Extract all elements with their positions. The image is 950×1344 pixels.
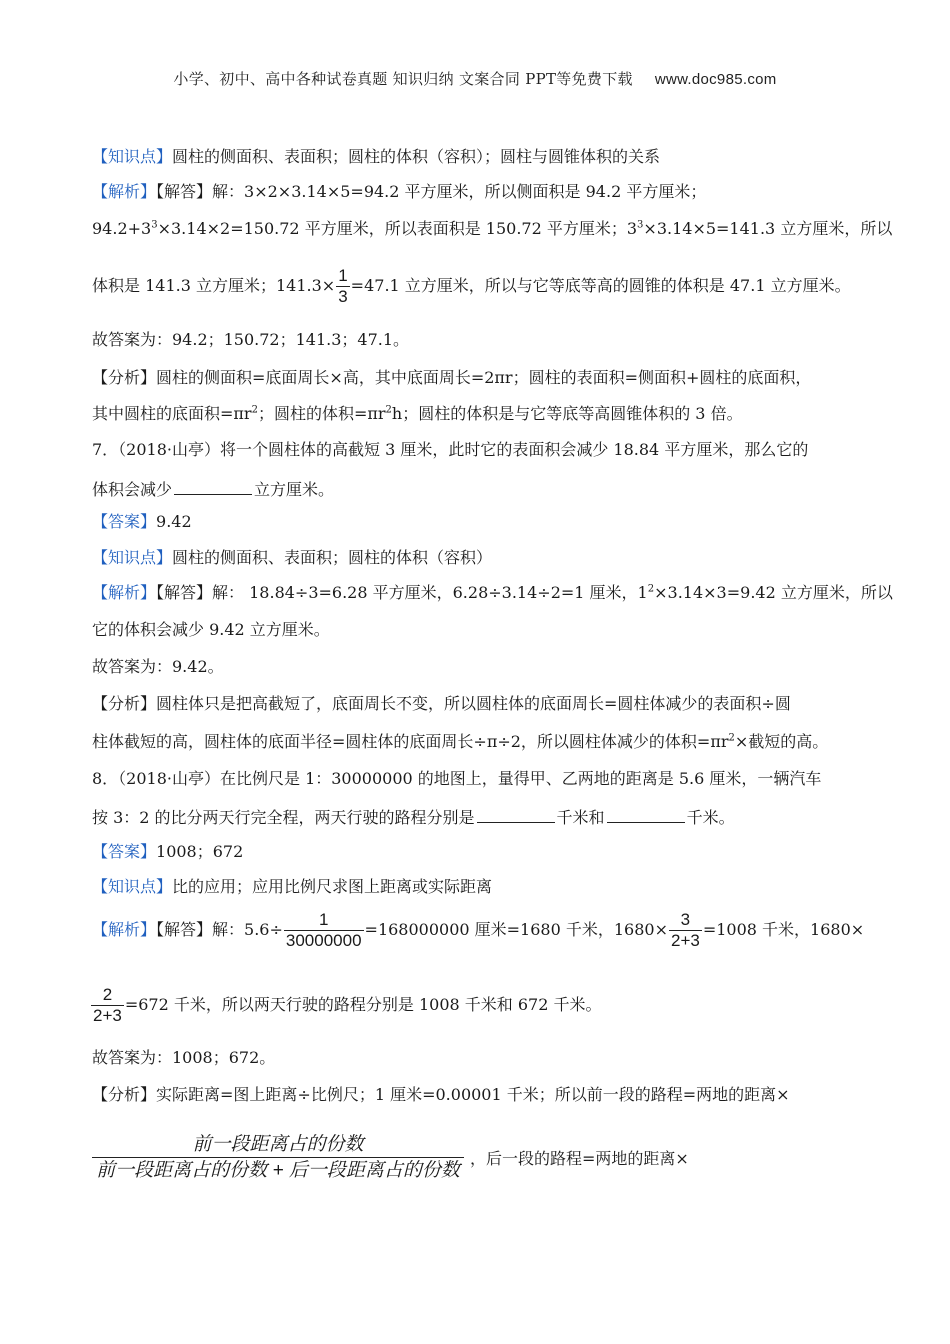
answer-blank-2[interactable] bbox=[607, 804, 685, 823]
q8-analysis-line-1 bbox=[92, 910, 864, 951]
q6-a2-exponent-2: 3 bbox=[637, 219, 644, 231]
fraction-denominator: 2+3 bbox=[93, 1006, 122, 1025]
fraction-denominator: 2+3 bbox=[670, 931, 700, 950]
q7-final-answer: 故答案为：9.42。 bbox=[92, 657, 224, 676]
q7-a1-exponent: 2 bbox=[647, 583, 655, 595]
knowledge-tag: 【知识点】 bbox=[92, 548, 173, 567]
fraction-numerator: 1 bbox=[338, 266, 348, 285]
fenxi-tag: 【分析】 bbox=[92, 368, 157, 387]
answer-tag: 【解答】 bbox=[156, 583, 213, 602]
page-header bbox=[0, 68, 950, 89]
fraction-three-fifths bbox=[669, 910, 702, 951]
q6-a2-exponent: 3 bbox=[151, 219, 158, 231]
analysis-tag: 【解析】 bbox=[92, 583, 157, 602]
q8-answer-line bbox=[92, 840, 243, 864]
q7-f2-exponent: 2 bbox=[728, 732, 735, 744]
knowledge-tag: 【知识点】 bbox=[92, 877, 173, 896]
q7-f2b: ×截短的高。 bbox=[734, 732, 829, 751]
q8-fenxi-line-2: ，后一段的路程=两地的距离× bbox=[470, 1149, 689, 1168]
q7-knowledge-text: 圆柱的侧面积、表面积；圆柱的体积（容积） bbox=[172, 548, 493, 567]
q6-knowledge-text: 圆柱的侧面积、表面积；圆柱的体积（容积）；圆柱与圆锥体积的关系 bbox=[172, 147, 661, 166]
q7-analysis-line-1 bbox=[92, 581, 893, 605]
fraction-numerator: 2 bbox=[102, 985, 113, 1004]
header-url[interactable]: www.doc985.com bbox=[654, 71, 777, 88]
portion-fraction-denominator: 前一段距离占的份数 + 后一段距离占的份数 bbox=[92, 1157, 464, 1184]
q7-stem2b: 立方厘米。 bbox=[254, 480, 335, 499]
q7-answer-line bbox=[92, 510, 192, 534]
answer-label-tag: 【答案】 bbox=[92, 512, 157, 531]
q8-stem2a: 按 3：2 的比分两天行完全程，两天行驶的路程分别是 bbox=[92, 808, 475, 827]
q7-stem2a: 体积会减少 bbox=[92, 480, 173, 499]
q8-knowledge-text: 比的应用；应用比例尺求图上距离或实际距离 bbox=[172, 877, 493, 896]
fraction-denominator: 3 bbox=[338, 287, 348, 306]
fraction-scale bbox=[284, 910, 364, 951]
q8-a1c: =1008 千米，1680× bbox=[702, 920, 865, 939]
q6-fenxi-text-1: 圆柱的侧面积=底面周长×高，其中底面周长=2πr；圆柱的表面积=侧面积+圆柱的底面积， bbox=[156, 368, 812, 387]
q7-stem-line-2 bbox=[92, 476, 334, 502]
q6-a3a: 体积是 141.3 立方厘米；141.3× bbox=[92, 276, 336, 295]
q7-a1a: 解： 18.84÷3=6.28 平方厘米，6.28÷3.14÷2=1 厘米，1 bbox=[212, 583, 648, 602]
q7-answer: 9.42 bbox=[156, 512, 192, 531]
fenxi-tag: 【分析】 bbox=[92, 1085, 157, 1104]
q6-a3b: =47.1 立方厘米，所以与它等底等高的圆锥的体积是 47.1 立方厘米。 bbox=[350, 276, 851, 295]
q8-stem2b: 千米和 bbox=[556, 808, 605, 827]
q6-fenxi-line-1 bbox=[92, 366, 811, 390]
q8-a1a: 解：5.6÷ bbox=[212, 920, 283, 939]
q6-a2c: ×3.14×5=141.3 立方厘米，所以 bbox=[643, 219, 893, 238]
q6-a2b: ×3.14×2=150.72 平方厘米，所以表面积是 150.72 平方厘米；3 bbox=[157, 219, 638, 238]
q6-f2c: h；圆柱的体积是与它等底等高圆锥体积的 3 倍。 bbox=[391, 404, 743, 423]
answer-tag: 【解答】 bbox=[156, 920, 213, 939]
q6-analysis-text-1: 解：3×2×3.14×5=94.2 平方厘米，所以侧面积是 94.2 平方厘米； bbox=[212, 182, 707, 201]
answer-label-tag: 【答案】 bbox=[92, 842, 157, 861]
portion-fraction-numerator: 前一段距离占的份数 bbox=[192, 1134, 364, 1155]
q8-final-answer: 故答案为：1008；672。 bbox=[92, 1048, 276, 1067]
q8-stem2c: 千米。 bbox=[686, 808, 735, 827]
q8-answer: 1008；672 bbox=[156, 842, 244, 861]
fraction-numerator: 3 bbox=[680, 910, 691, 929]
q7-fenxi-text-1: 圆柱体只是把高截短了，底面周长不变，所以圆柱体的底面周长=圆柱体减少的表面积÷圆 bbox=[156, 694, 791, 713]
analysis-tag: 【解析】 bbox=[92, 182, 157, 201]
analysis-tag: 【解析】 bbox=[92, 920, 157, 939]
q6-analysis-line-1 bbox=[92, 180, 706, 204]
q6-analysis-line-3 bbox=[92, 266, 851, 307]
q7-knowledge-line bbox=[92, 546, 492, 570]
answer-blank[interactable] bbox=[174, 476, 252, 495]
q6-fenxi-line-2 bbox=[92, 402, 743, 426]
q8-knowledge-line bbox=[92, 875, 492, 899]
q6-f2-exponent: 2 bbox=[251, 404, 258, 416]
q8-stem-line-1: 8．（2018·山亭）在比例尺是 1：30000000 的地图上，量得甲、乙两地的距离是 5.6 厘米，一辆汽车 bbox=[92, 769, 822, 788]
q8-fenxi-line-1 bbox=[92, 1083, 790, 1107]
q8-stem-line-2 bbox=[92, 804, 735, 830]
q8-a2b: =672 千米，所以两天行驶的路程分别是 1008 千米和 672 千米。 bbox=[124, 995, 602, 1014]
q7-analysis-line-2: 它的体积会减少 9.42 立方厘米。 bbox=[92, 620, 330, 639]
q6-final-answer: 故答案为：94.2；150.72；141.3；47.1。 bbox=[92, 330, 410, 349]
answer-blank-1[interactable] bbox=[477, 804, 555, 823]
q6-f2a: 其中圆柱的底面积=πr bbox=[92, 404, 252, 423]
fraction-one-third bbox=[336, 266, 349, 307]
fraction-denominator: 30000000 bbox=[285, 931, 362, 950]
q8-analysis-line-2 bbox=[90, 985, 601, 1026]
portion-fraction bbox=[92, 1133, 464, 1184]
q6-f2b: ；圆柱的体积=πr bbox=[257, 404, 386, 423]
q6-a2a: 94.2+3 bbox=[92, 219, 152, 238]
q6-f2-exponent-2: 2 bbox=[385, 404, 392, 416]
q7-fenxi-line-2 bbox=[92, 730, 828, 754]
fenxi-tag: 【分析】 bbox=[92, 694, 157, 713]
q6-knowledge-line bbox=[92, 145, 660, 169]
answer-tag: 【解答】 bbox=[156, 182, 213, 201]
q7-fenxi-line-1 bbox=[92, 692, 791, 716]
knowledge-tag: 【知识点】 bbox=[92, 147, 173, 166]
q7-stem-line-1: 7．（2018·山亭）将一个圆柱体的高截短 3 厘米，此时它的表面积会减少 18.84 平方厘米，那么它的 bbox=[92, 440, 809, 459]
q8-fenxi-text-1: 实际距离=图上距离÷比例尺；1 厘米=0.00001 千米；所以前一段的路程=两地的距离× bbox=[156, 1085, 790, 1104]
q7-f2a: 柱体截短的高，圆柱体的底面半径=圆柱体的底面周长÷π÷2，所以圆柱体减少的体积=πr bbox=[92, 732, 729, 751]
fraction-two-fifths bbox=[91, 985, 124, 1026]
fraction-numerator: 1 bbox=[318, 910, 329, 929]
header-text: 小学、初中、高中各种试卷真题 知识归纳 文案合同 PPT等免费下载 bbox=[173, 70, 633, 88]
q6-analysis-line-2 bbox=[92, 217, 892, 241]
q8-a1b: =168000000 厘米=1680 千米，1680× bbox=[364, 920, 668, 939]
q7-a1b: ×3.14×3=9.42 立方厘米，所以 bbox=[654, 583, 893, 602]
